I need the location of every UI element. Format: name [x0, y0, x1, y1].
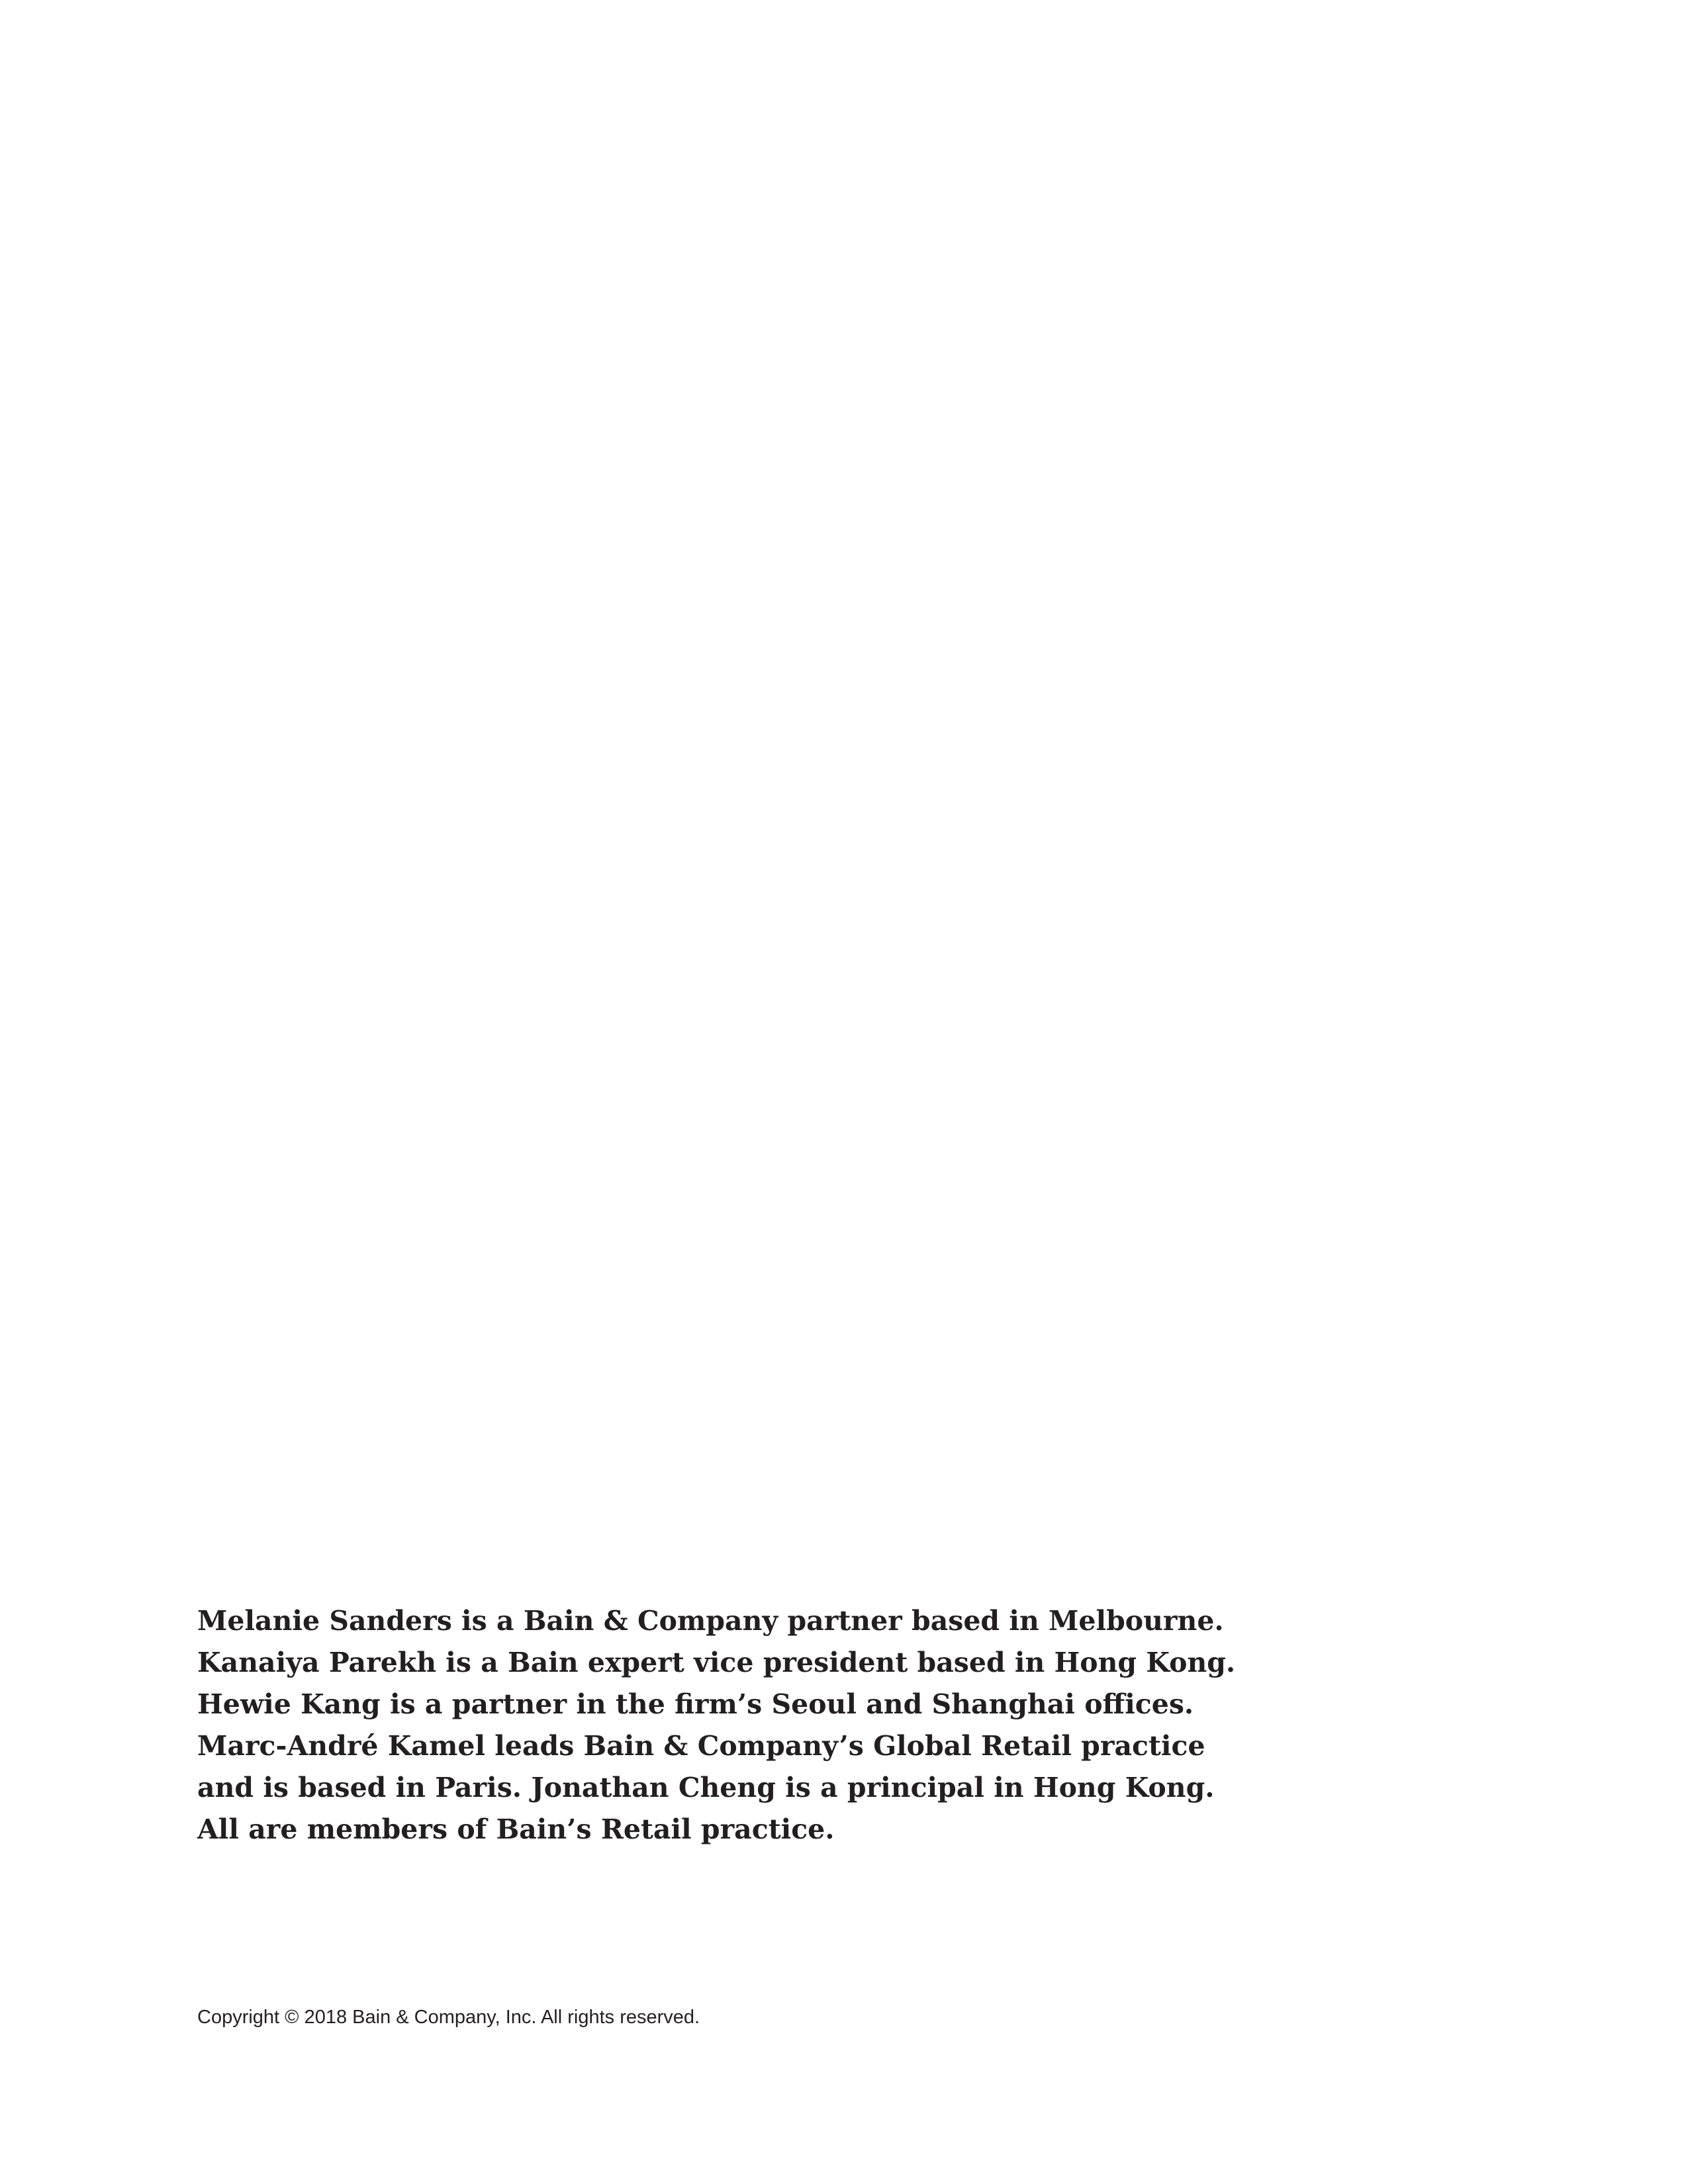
author-bio — [197, 1600, 1236, 1850]
author-bio-line: Hewie Kang is a partner in the firm’s Seoul and Shanghai offices. — [197, 1688, 1194, 1720]
author-bio-line: Kanaiya Parekh is a Bain expert vice president based in Hong Kong. — [197, 1647, 1236, 1678]
author-bio-line: Melanie Sanders is a Bain & Company partner based in Melbourne. — [197, 1605, 1224, 1637]
copyright-notice: Copyright © 2018 Bain & Company, Inc. All rights reserved. — [197, 2007, 700, 2028]
author-bio-line: Marc-André Kamel leads Bain & Company’s Global Retail practice — [197, 1730, 1205, 1762]
author-bio-line: and is based in Paris. Jonathan Cheng is a principal in Hong Kong. — [197, 1772, 1215, 1803]
author-bio-line: All are members of Bain’s Retail practice. — [197, 1813, 835, 1845]
